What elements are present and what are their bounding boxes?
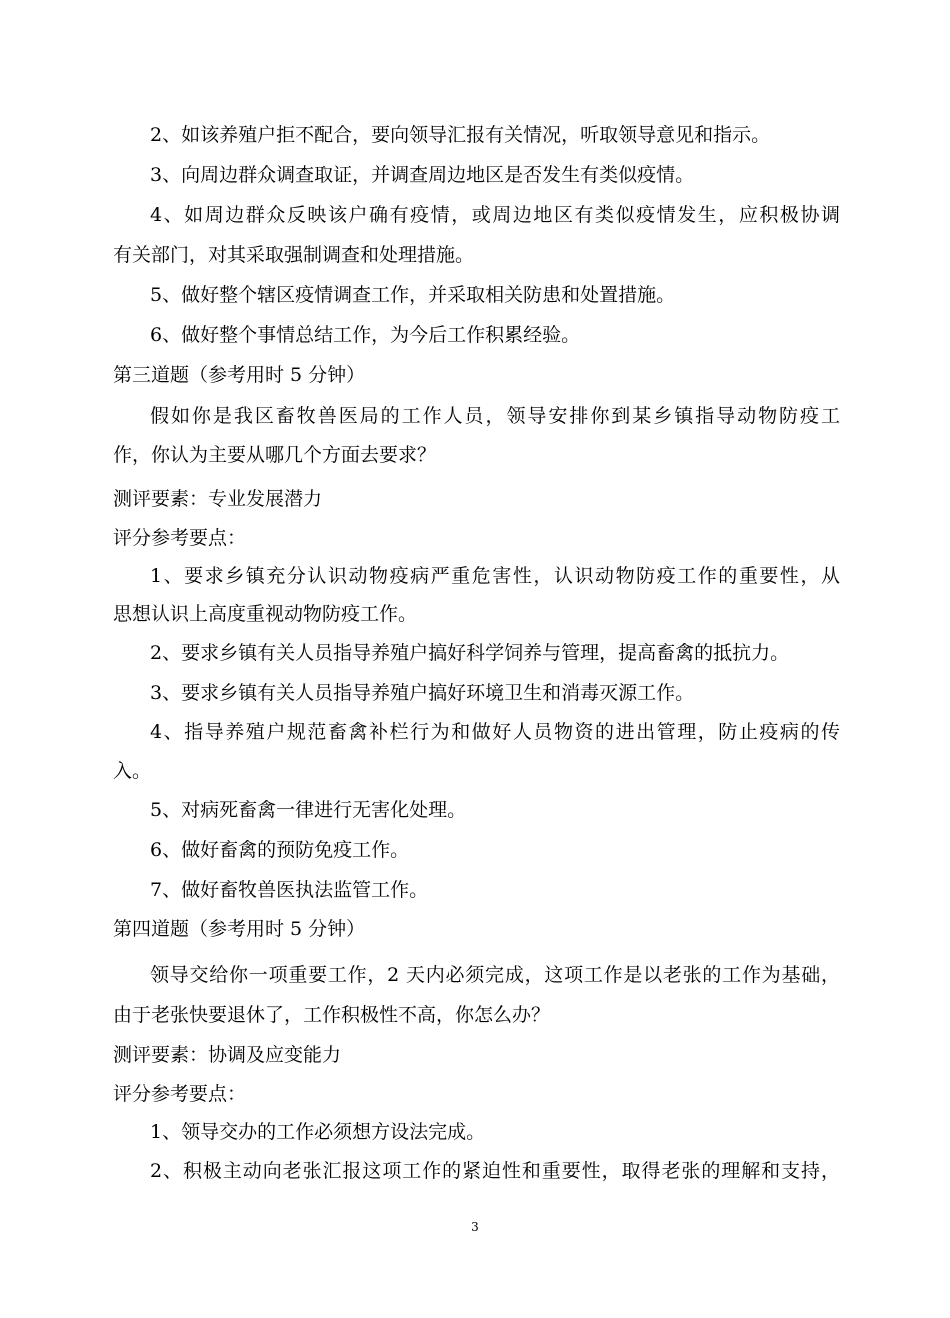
assessment-element: 测评要素：协调及应变能力: [113, 1044, 342, 1066]
text-line: 7、做好畜牧兽医执法监管工作。: [150, 879, 429, 901]
question-heading: 第四道题（参考用时 5 分钟）: [113, 918, 366, 940]
text-line: 有关部门，对其采取强制调查和处理措施。: [113, 244, 475, 266]
text-line: 4、指导养殖户规范畜禽补栏行为和做好人员物资的进出管理，防止疫病的传: [150, 721, 840, 743]
text-line: 入。: [113, 760, 152, 782]
assessment-element: 测评要素：专业发展潜力: [113, 488, 323, 510]
text-line: 4、如周边群众反映该户确有疫情，或周边地区有类似疫情发生，应积极协调: [150, 204, 840, 226]
text-line: 2、要求乡镇有关人员指导养殖户搞好科学饲养与管理，提高畜禽的抵抗力。: [150, 642, 790, 664]
text-line: 6、做好整个事情总结工作，为今后工作积累经验。: [150, 324, 581, 346]
question-heading: 第三道题（参考用时 5 分钟）: [113, 364, 366, 386]
scoring-heading: 评分参考要点：: [113, 527, 247, 549]
text-line: 假如你是我区畜牧兽医局的工作人员，领导安排你到某乡镇指导动物防疫工: [150, 405, 840, 427]
page-number: 3: [471, 1220, 479, 1234]
text-line: 5、对病死畜禽一律进行无害化处理。: [150, 799, 467, 821]
scoring-heading: 评分参考要点：: [113, 1083, 247, 1105]
text-line: 2、如该养殖户拒不配合，要向领导汇报有关情况，听取领导意见和指示。: [150, 124, 771, 146]
text-line: 领导交给你一项重要工作，2 天内必须完成，这项工作是以老张的工作为基础，: [150, 964, 840, 986]
text-line: 2、积极主动向老张汇报这项工作的紧迫性和重要性，取得老张的理解和支持，: [150, 1160, 840, 1182]
text-line: 由于老张快要退休了，工作积极性不高，你怎么办？: [113, 1004, 551, 1026]
text-line: 1、要求乡镇充分认识动物疫病严重危害性，认识动物防疫工作的重要性，从: [150, 565, 840, 587]
text-line: 3、向周边群众调查取证，并调查周边地区是否发生有类似疫情。: [150, 164, 695, 186]
text-line: 思想认识上高度重视动物防疫工作。: [113, 603, 418, 625]
text-line: 3、要求乡镇有关人员指导养殖户搞好环境卫生和消毒灭源工作。: [150, 682, 695, 704]
text-line: 1、领导交办的工作必须想方设法完成。: [150, 1121, 486, 1143]
text-line: 5、做好整个辖区疫情调查工作，并采取相关防患和处置措施。: [150, 284, 676, 306]
text-line: 作，你认为主要从哪几个方面去要求？: [113, 444, 437, 466]
text-line: 6、做好畜禽的预防免疫工作。: [150, 839, 410, 861]
